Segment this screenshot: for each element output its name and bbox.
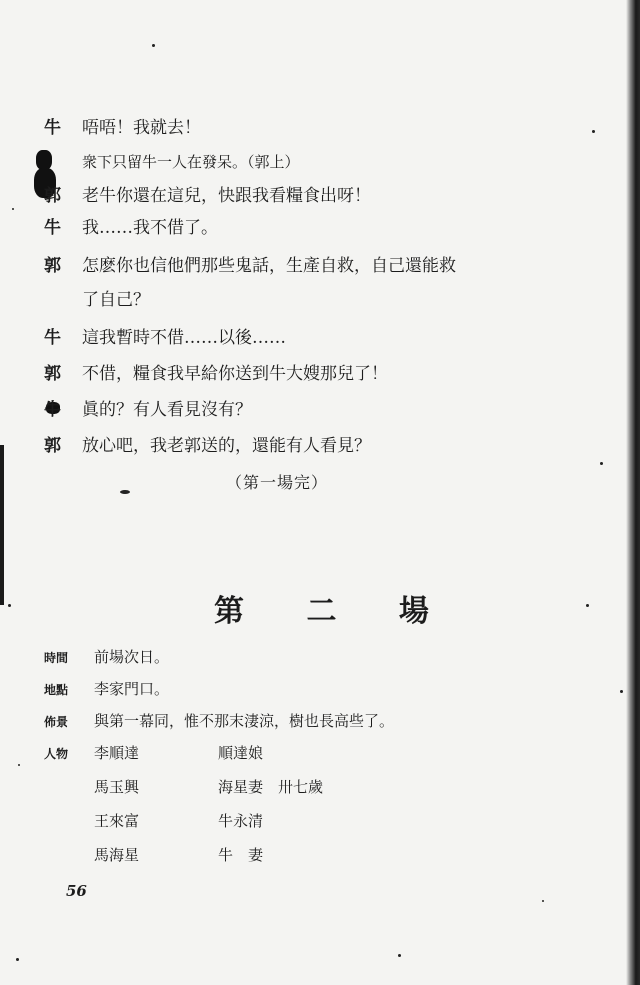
speck	[12, 208, 14, 210]
speaker-label: 郭	[44, 364, 61, 384]
speck	[18, 764, 20, 766]
speaker-label: 牛	[44, 400, 61, 420]
dialogue-line	[44, 116, 201, 140]
info-label: 地點	[44, 683, 69, 697]
dialogue-text: 這我暫時不借……以後……	[82, 328, 286, 348]
cast-member: 牛永清	[218, 812, 264, 830]
speaker-label: 牛	[44, 218, 61, 238]
speaker-label: 牛	[44, 328, 61, 348]
speck	[620, 690, 623, 693]
dialogue-line	[44, 398, 252, 422]
info-label: 人物	[44, 747, 69, 761]
cast-member: 海星妻 卅七歲	[218, 778, 324, 796]
dialogue-text: 放心吧，我老郭送的，還能有人看見？	[82, 436, 371, 456]
speaker-label: 牛	[44, 118, 61, 138]
speck	[120, 490, 130, 494]
binding-mark	[0, 445, 4, 605]
speaker-label: 郭	[44, 436, 61, 456]
speck	[586, 604, 589, 607]
dialogue-continuation: 了自己？	[82, 290, 150, 310]
info-set	[44, 710, 394, 733]
stage-direction-text: 衆下只留牛一人在發呆。（郭上）	[82, 153, 300, 171]
dialogue-line	[44, 362, 388, 386]
speaker-label: 郭	[44, 256, 61, 276]
stage-direction	[44, 150, 300, 174]
cast-member: 馬海星	[94, 846, 140, 864]
scene-end-note: （第一場完）	[226, 473, 329, 492]
speck	[16, 958, 19, 961]
info-value: 與第一幕同，惟不那末淒涼，樹也長高些了。	[94, 712, 395, 730]
info-place	[44, 678, 169, 701]
page-number: 56	[66, 882, 87, 900]
cast-member: 王來富	[94, 812, 140, 830]
dialogue-text: 不借，糧食我早給你送到牛大嫂那兒了！	[82, 364, 388, 384]
cast-member: 順達娘	[218, 744, 264, 762]
info-value: 前場次日。	[94, 648, 170, 666]
scene-title: 第 二 場	[214, 594, 455, 629]
dialogue-line	[44, 434, 371, 458]
speck	[600, 462, 603, 465]
dialogue-text: 唔唔！我就去！	[82, 118, 201, 138]
speck	[542, 900, 544, 902]
info-label: 佈景	[44, 715, 69, 729]
cast-member: 馬玉興	[94, 778, 140, 796]
dialogue-line	[44, 216, 218, 240]
dialogue-line	[44, 254, 456, 278]
speck	[592, 130, 595, 133]
dialogue-line	[44, 326, 286, 350]
speaker-label: 郭	[44, 186, 61, 206]
dialogue-text: 我……我不借了。	[82, 218, 218, 238]
cast-member: 李順達	[94, 744, 140, 762]
page-edge-shadow	[626, 0, 640, 985]
info-cast	[44, 742, 94, 765]
speck	[152, 44, 155, 47]
dialogue-text: 眞的？有人看見沒有？	[82, 400, 252, 420]
speck	[398, 954, 401, 957]
info-time	[44, 646, 169, 669]
info-label: 時間	[44, 651, 69, 665]
info-value: 李家門口。	[94, 680, 170, 698]
dialogue-text: 老牛你還在這兒，快跟我看糧食出呀！	[82, 186, 371, 206]
cast-member: 牛 妻	[218, 846, 264, 864]
dialogue-text: 怎麽你也信他們那些鬼話，生產自救，自己還能救	[82, 256, 456, 276]
speck	[8, 604, 11, 607]
dialogue-line	[44, 184, 371, 208]
